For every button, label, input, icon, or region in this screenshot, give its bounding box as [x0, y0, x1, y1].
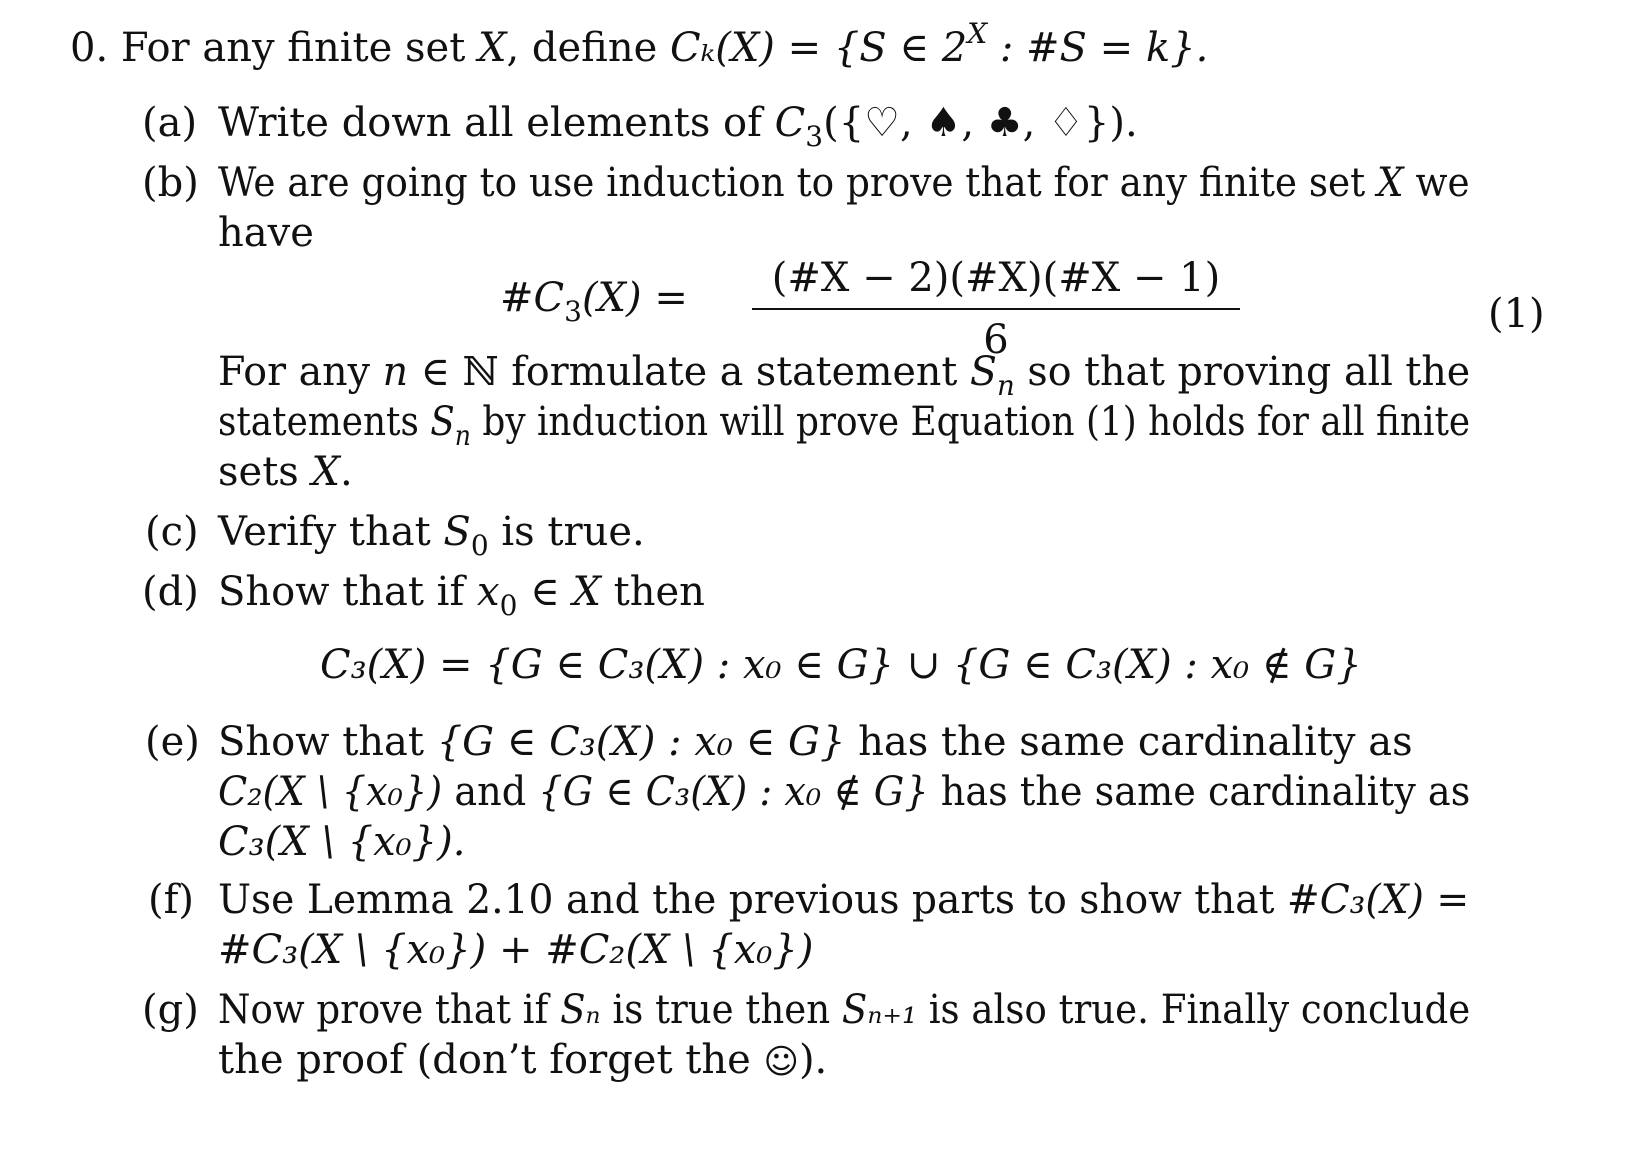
part-d-equation: C₃(X) = {G ∈ C₃(X) : x₀ ∈ G} ∪ {G ∈ C₃(X) : x₀ ∉ G} [320, 642, 1362, 688]
equation-number: (1) [1488, 291, 1545, 337]
part-f-line2: #C₃(X \ {x₀}) + #C₂(X \ {x₀}) [218, 927, 814, 973]
part-b-line2: have [218, 210, 314, 256]
part-label-g: (g) [142, 987, 199, 1033]
part-a-text: Write down all elements of $C_3(\{♡$, ♠, ♣, ♢}). [218, 100, 1138, 153]
smiley-icon: ☺ [763, 1042, 799, 1082]
part-label-b: (b) [142, 160, 199, 206]
part-label-e: (e) [145, 719, 200, 765]
part-label-d: (d) [142, 569, 199, 615]
part-g-line2: the proof (don’t forget the ☺). [218, 1037, 828, 1083]
definition-formula: Cₖ(X) = {S ∈ 2 [670, 25, 968, 71]
problem-number: 0. [70, 25, 109, 71]
part-label-f: (f) [148, 877, 195, 923]
equation-1-lhs: $\#C_3(X)$ = [500, 275, 688, 328]
part-g-line1: Now prove that if Sₙ is true then Sₙ₊₁ is also true. Finally conclude [218, 987, 1471, 1033]
part-e-line3: C₃(X \ {x₀}). [218, 819, 466, 865]
part-b-line5: sets X. [218, 449, 353, 495]
part-f-line1: Use Lemma 2.10 and the previous parts to show that #C₃(X) = [218, 877, 1470, 923]
fraction-numerator: (#X − 2)(#X)(#X − 1) [771, 255, 1221, 301]
fraction-bar [752, 308, 1240, 310]
equation-1-fraction [752, 255, 1240, 363]
part-b-line1: We are going to use induction to prove that for any finite set X we [218, 160, 1470, 206]
problem-intro: 0. For any finite set X, define Cₖ(X) = {S ∈ $2^X$ : #S = k}. [70, 17, 1209, 71]
part-e-line2: C₂(X \ {x₀}) and {G ∈ C₃(X) : x₀ ∉ G} has the same cardinality as [218, 769, 1471, 815]
part-b-line3: For any n ∈ ℕ formulate a statement $S_n$ so that proving all the [218, 349, 1471, 402]
suits-set: ({♡, ♠, ♣, ♢}). [823, 100, 1138, 146]
part-label-a: (a) [142, 100, 198, 146]
part-b-line4: statements $S_n$ by induction will prove Equation (1) holds for all finite [218, 399, 1471, 452]
part-label-c: (c) [145, 509, 199, 555]
part-d-text: Show that if $x_0$ ∈ X then [218, 569, 705, 622]
part-c-text: Verify that $S_0$ is true. [218, 509, 645, 562]
part-e-line1: Show that {G ∈ C₃(X) : x₀ ∈ G} has the same cardinality as [218, 719, 1413, 765]
fraction-denominator: 6 [983, 317, 1009, 363]
